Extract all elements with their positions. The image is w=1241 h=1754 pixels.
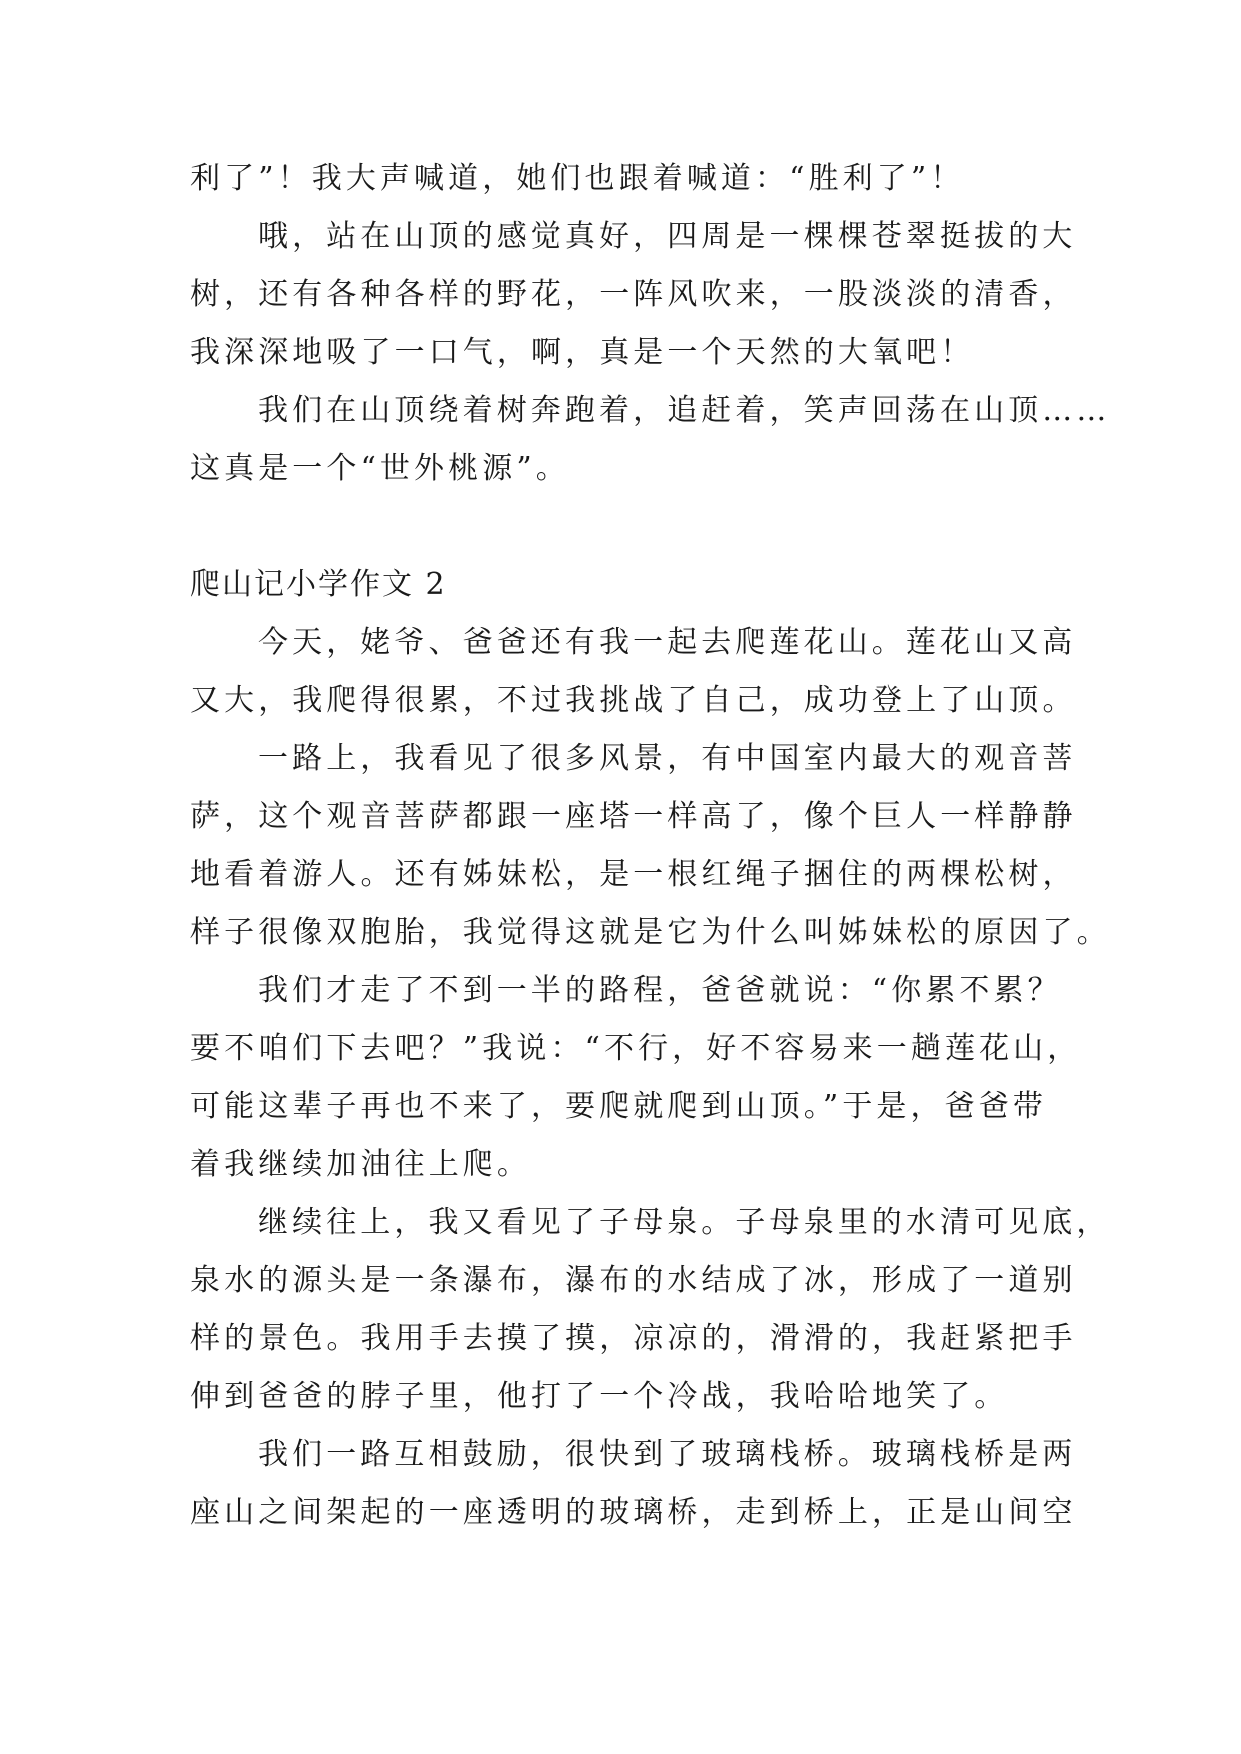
blank-line <box>190 498 1060 556</box>
text-line: 这真是一个“世外桃源”。 <box>190 451 570 486</box>
paragraph <box>190 730 1111 962</box>
paragraph <box>190 1194 1111 1426</box>
document-page <box>190 150 1111 1542</box>
text-line: 我深深地吸了一口气，啊，真是一个天然的大氧吧！ <box>190 335 975 370</box>
text-line: 萨，这个观音菩萨都跟一座塔一样高了，像个巨人一样静静 <box>190 799 1077 834</box>
text-line: 继续往上，我又看见了子母泉。子母泉里的水清可见底， <box>258 1205 1111 1240</box>
text-line: 样子很像双胞胎，我觉得这就是它为什么叫姊妹松的原因了。 <box>190 915 1111 950</box>
paragraph <box>190 382 1111 498</box>
text-line: 着我继续加油往上爬。 <box>190 1147 531 1182</box>
text-line: 树，还有各种各样的野花，一阵风吹来，一股淡淡的清香， <box>190 277 1077 312</box>
text-line: 一路上，我看见了很多风景，有中国室内最大的观音菩 <box>258 741 1077 776</box>
text-line: 地看着游人。还有姊妹松，是一根红绳子捆住的两棵松树， <box>190 857 1077 892</box>
text-line: 今天，姥爷、爸爸还有我一起去爬莲花山。莲花山又高 <box>258 625 1077 660</box>
text-line: 我们一路互相鼓励，很快到了玻璃栈桥。玻璃栈桥是两 <box>258 1437 1077 1472</box>
text-line: 伸到爸爸的脖子里，他打了一个冷战，我哈哈地笑了。 <box>190 1379 1009 1414</box>
text-line: 我们才走了不到一半的路程，爸爸就说：“你累不累？ <box>258 973 1062 1008</box>
text-line: 可能这辈子再也不来了，要爬就爬到山顶。”于是，爸爸带 <box>190 1089 1047 1124</box>
text-line: 样的景色。我用手去摸了摸，凉凉的，滑滑的，我赶紧把手 <box>190 1321 1077 1356</box>
text-line: 我们在山顶绕着树奔跑着，追赶着，笑声回荡在山顶…… <box>258 393 1111 428</box>
paragraph <box>190 150 1060 208</box>
text-line: 要不咱们下去吧？”我说：“不行，好不容易来一趟莲花山， <box>190 1031 1082 1066</box>
text-line: 又大，我爬得很累，不过我挑战了自己，成功登上了山顶。 <box>190 683 1077 718</box>
paragraph <box>190 1426 1077 1542</box>
text-line: 利了”！我大声喊道，她们也跟着喊道：“胜利了”！ <box>190 161 965 196</box>
text-line: 泉水的源头是一条瀑布，瀑布的水结成了冰，形成了一道别 <box>190 1263 1077 1298</box>
text-line: 座山之间架起的一座透明的玻璃桥，走到桥上，正是山间空 <box>190 1495 1077 1530</box>
text-line: 哦，站在山顶的感觉真好，四周是一棵棵苍翠挺拔的大 <box>258 219 1077 254</box>
section-heading: 爬山记小学作文 2 <box>190 567 447 602</box>
paragraph <box>190 614 1077 730</box>
paragraph <box>190 962 1082 1194</box>
paragraph <box>190 208 1077 382</box>
